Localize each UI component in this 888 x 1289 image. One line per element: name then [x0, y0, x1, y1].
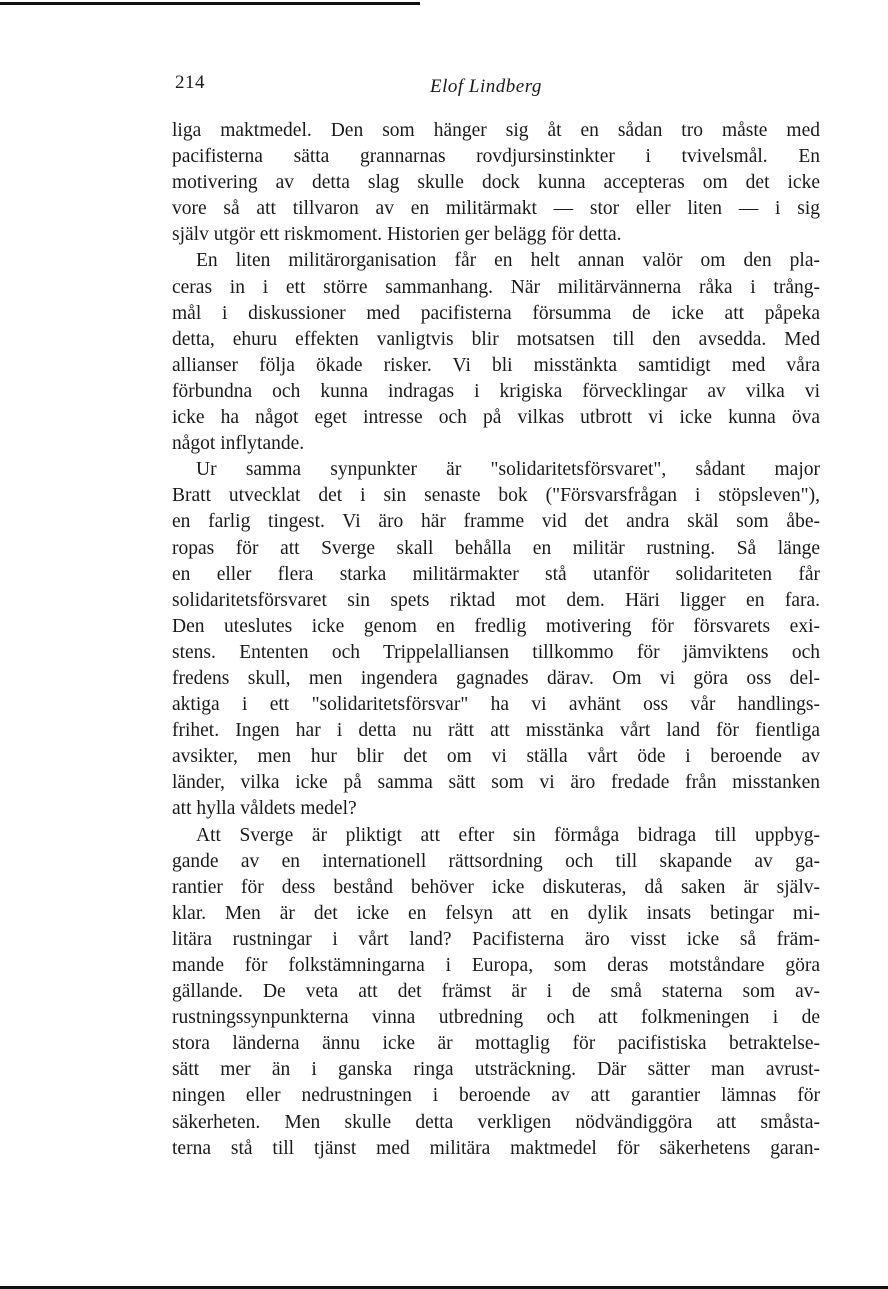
- text-line: sätt mer än i ganska ringa utsträckning. Där sätter man avrust-: [172, 1059, 820, 1081]
- text-line: Ur samma synpunkter är "solidaritetsförsvaret", sådant major: [196, 459, 820, 481]
- text-line: pacifisterna sätta grannarnas rovdjursinstinkter i tvivelsmål. En: [172, 146, 820, 168]
- text-line: litära rustningar i vårt land? Pacifisterna äro visst icke så främ-: [172, 928, 820, 950]
- text-line: allianser följa ökade risker. Vi bli misstänkta samtidigt med våra: [172, 354, 820, 376]
- text-line: att hylla våldets medel?: [172, 798, 357, 820]
- text-line: detta, ehuru effekten vanligtvis blir motsatsen till den avsedda. Med: [172, 328, 820, 350]
- running-header-author: Elof Lindberg: [430, 76, 542, 97]
- text-line: stora länderna ännu icke är mottaglig för pacifistiska betraktelse-: [172, 1033, 820, 1055]
- text-line: fredens skull, men ingendera gagnades därav. Om vi göra oss del-: [172, 667, 820, 689]
- text-line: En liten militärorganisation får en helt annan valör om den pla-: [196, 250, 820, 272]
- text-line: gällande. De veta att det främst är i de små staterna som av-: [172, 981, 820, 1003]
- text-line: Att Sverge är pliktigt att efter sin förmåga bidraga till uppbyg-: [196, 824, 820, 846]
- text-line: något inflytande.: [172, 433, 305, 455]
- text-line: liga maktmedel. Den som hänger sig åt en sådan tro måste med: [172, 120, 820, 141]
- text-line: mande för folkstämningarna i Europa, som deras motståndare göra: [172, 955, 820, 976]
- text-line: stens. Ententen och Trippelalliansen tillkommo för jämviktens och: [172, 641, 820, 663]
- text-line: en farlig tingest. Vi äro här framme vid det andra skäl som åbe-: [172, 511, 820, 533]
- text-line: terna stå till tjänst med militära maktmedel för säkerhetens garan-: [172, 1137, 820, 1159]
- body-text: [172, 118, 820, 1162]
- running-header: [172, 72, 820, 102]
- top-scan-edge: [0, 2, 420, 5]
- text-line: länder, vilka icke på samma sätt som vi äro fredade från misstanken: [172, 772, 820, 794]
- text-line: frihet. Ingen har i detta nu rätt att misstänka vårt land för fientliga: [172, 720, 820, 742]
- text-line: mål i diskussioner med pacifisterna försumma de icke att påpeka: [172, 302, 820, 324]
- page-number: 214: [175, 72, 205, 93]
- text-line: motivering av detta slag skulle dock kunna accepteras om det icke: [172, 172, 820, 194]
- text-line: aktiga i ett "solidaritetsförsvar" ha vi avhänt oss vår handlings-: [172, 694, 820, 716]
- text-line: själv utgör ett riskmoment. Historien ger belägg för detta.: [172, 224, 622, 246]
- text-line: förbundna och kunna indragas i krigiska förvecklingar av vilka vi: [172, 380, 820, 402]
- text-line: säkerheten. Men skulle detta verkligen nödvändiggöra att småsta-: [172, 1111, 820, 1133]
- text-line: icke ha något eget intresse och på vilkas utbrott vi icke kunna öva: [172, 407, 820, 429]
- text-line: Bratt utvecklat det i sin senaste bok ("Försvarsfrågan i stöpsleven"),: [172, 485, 820, 507]
- text-line: rantier för dess bestånd behöver icke diskuteras, då saken är själv-: [172, 876, 820, 898]
- text-line: Den uteslutes icke genom en fredlig motivering för försvarets exi-: [172, 615, 820, 637]
- text-line: en eller flera starka militärmakter stå utanför solidariteten får: [172, 563, 820, 585]
- text-line: vore så att tillvaron av en militärmakt — stor eller liten — i sig: [172, 198, 820, 220]
- text-line: avsikter, men hur blir det om vi ställa vårt öde i beroende av: [172, 746, 820, 768]
- text-line: ropas för att Sverge skall behålla en militär rustning. Så länge: [172, 537, 820, 559]
- text-line: klar. Men är det icke en felsyn att en dylik insats betingar mi-: [172, 902, 820, 924]
- text-line: ningen eller nedrustningen i beroende av att garantier lämnas för: [172, 1085, 820, 1107]
- text-line: gande av en internationell rättsordning och till skapande av ga-: [172, 850, 820, 872]
- text-line: solidaritetsförsvaret sin spets riktad mot dem. Häri ligger en fara.: [172, 589, 820, 611]
- text-line: rustningssynpunkterna vinna utbredning och att folkmeningen i de: [172, 1007, 820, 1029]
- text-line: ceras in i ett större sammanhang. När militärvännerna råka i trång-: [172, 276, 820, 298]
